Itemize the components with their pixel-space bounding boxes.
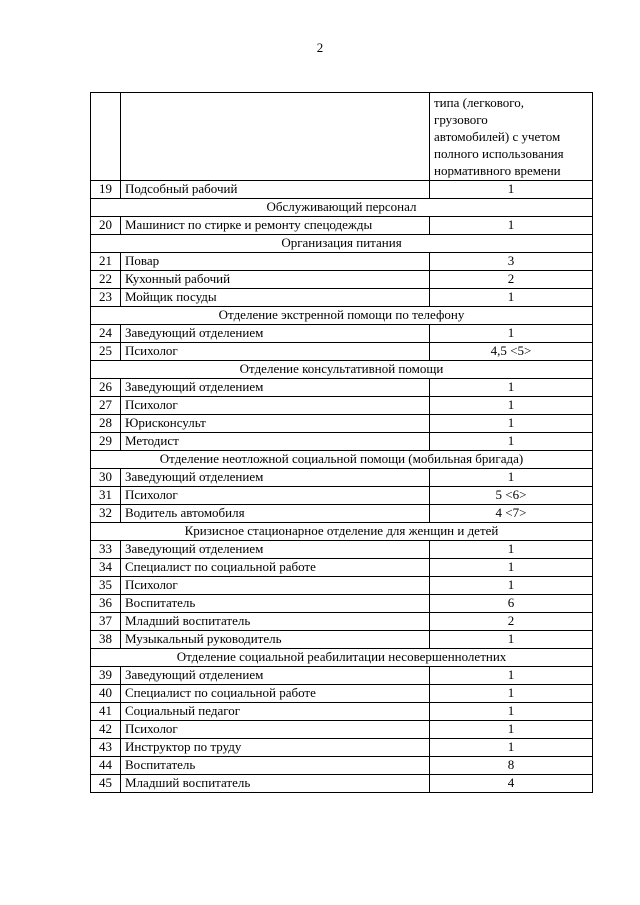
- section-title: Кризисное стационарное отделение для женщин и детей: [91, 523, 593, 541]
- position-name: Повар: [121, 253, 430, 271]
- section-title: Отделение социальной реабилитации несовершеннолетних: [91, 649, 593, 667]
- position-name: Музыкальный руководитель: [121, 631, 430, 649]
- staff-units-value: 4 <7>: [430, 505, 593, 523]
- position-name: Заведующий отделением: [121, 469, 430, 487]
- staff-units-value: 1: [430, 685, 593, 703]
- row-number: 23: [91, 289, 121, 307]
- position-name: Специалист по социальной работе: [121, 685, 430, 703]
- section-title: Организация питания: [91, 235, 593, 253]
- section-row: [91, 307, 593, 325]
- page-number: 2: [316, 40, 324, 55]
- position-name: Специалист по социальной работе: [121, 559, 430, 577]
- staff-units-value: 5 <6>: [430, 487, 593, 505]
- position-name: Младший воспитатель: [121, 775, 430, 793]
- row-number: 44: [91, 757, 121, 775]
- position-name: Юрисконсульт: [121, 415, 430, 433]
- section-title: Отделение неотложной социальной помощи (мобильная бригада): [91, 451, 593, 469]
- row-number: 33: [91, 541, 121, 559]
- position-name: Мойщик посуды: [121, 289, 430, 307]
- table-row: [91, 739, 593, 757]
- table-row: [91, 721, 593, 739]
- row-number: 42: [91, 721, 121, 739]
- section-row: [91, 235, 593, 253]
- row-number: 39: [91, 667, 121, 685]
- position-name: Методист: [121, 433, 430, 451]
- table-row: [91, 181, 593, 199]
- row-number: 41: [91, 703, 121, 721]
- position-name: Психолог: [121, 721, 430, 739]
- row-number: 37: [91, 613, 121, 631]
- staff-units-value: 1: [430, 379, 593, 397]
- position-name: Младший воспитатель: [121, 613, 430, 631]
- staff-table-body: [91, 93, 593, 793]
- table-row: [91, 343, 593, 361]
- section-title: Отделение экстренной помощи по телефону: [91, 307, 593, 325]
- table-row: [91, 253, 593, 271]
- row-number: 32: [91, 505, 121, 523]
- position-name: Психолог: [121, 487, 430, 505]
- row-number: 45: [91, 775, 121, 793]
- row-number: 19: [91, 181, 121, 199]
- position-name: Психолог: [121, 343, 430, 361]
- header-position-cell: [121, 93, 430, 181]
- position-name: Социальный педагог: [121, 703, 430, 721]
- staff-units-value: 1: [430, 397, 593, 415]
- staff-units-value: 1: [430, 631, 593, 649]
- position-name: Психолог: [121, 397, 430, 415]
- position-name: Заведующий отделением: [121, 541, 430, 559]
- table-row: [91, 613, 593, 631]
- staff-units-value: 1: [430, 181, 593, 199]
- row-number: 27: [91, 397, 121, 415]
- section-title: Обслуживающий персонал: [91, 199, 593, 217]
- staff-units-value: 1: [430, 469, 593, 487]
- staff-units-value: 4,5 <5>: [430, 343, 593, 361]
- staff-units-value: 1: [430, 325, 593, 343]
- table-row: [91, 757, 593, 775]
- table-row: [91, 469, 593, 487]
- row-number: 26: [91, 379, 121, 397]
- staff-units-value: 1: [430, 667, 593, 685]
- staff-units-value: 1: [430, 217, 593, 235]
- table-row: [91, 631, 593, 649]
- staff-table: [90, 92, 593, 793]
- position-name: Воспитатель: [121, 757, 430, 775]
- section-row: [91, 199, 593, 217]
- staff-units-value: 2: [430, 613, 593, 631]
- position-name: Заведующий отделением: [121, 325, 430, 343]
- row-number: 38: [91, 631, 121, 649]
- position-name: Воспитатель: [121, 595, 430, 613]
- staff-units-value: 1: [430, 721, 593, 739]
- row-number: 20: [91, 217, 121, 235]
- table-row: [91, 379, 593, 397]
- staff-units-value: 1: [430, 577, 593, 595]
- staff-units-value: 1: [430, 415, 593, 433]
- row-number: 34: [91, 559, 121, 577]
- staff-units-value: 8: [430, 757, 593, 775]
- staff-units-value: 1: [430, 739, 593, 757]
- table-row: [91, 559, 593, 577]
- table-row: [91, 685, 593, 703]
- staff-units-value: 1: [430, 541, 593, 559]
- row-number: 25: [91, 343, 121, 361]
- section-row: [91, 361, 593, 379]
- position-name: Кухонный рабочий: [121, 271, 430, 289]
- table-row: [91, 217, 593, 235]
- row-number: 24: [91, 325, 121, 343]
- section-row: [91, 649, 593, 667]
- staff-units-value: 1: [430, 703, 593, 721]
- table-row: [91, 577, 593, 595]
- position-name: Водитель автомобиля: [121, 505, 430, 523]
- staff-units-value: 2: [430, 271, 593, 289]
- section-title: Отделение консультативной помощи: [91, 361, 593, 379]
- header-value-cell: типа (легкового, грузового автомобилей) с учетом полного использования нормативного времени: [430, 93, 593, 181]
- staff-units-value: 3: [430, 253, 593, 271]
- staff-units-value: 4: [430, 775, 593, 793]
- row-number: 28: [91, 415, 121, 433]
- staff-units-value: 1: [430, 559, 593, 577]
- table-continuation-header-row: [91, 93, 593, 181]
- section-row: [91, 451, 593, 469]
- row-number: 21: [91, 253, 121, 271]
- position-name: Инструктор по труду: [121, 739, 430, 757]
- table-row: [91, 541, 593, 559]
- position-name: Психолог: [121, 577, 430, 595]
- staff-units-value: 1: [430, 433, 593, 451]
- section-row: [91, 523, 593, 541]
- table-row: [91, 775, 593, 793]
- table-row: [91, 505, 593, 523]
- position-name: Заведующий отделением: [121, 379, 430, 397]
- table-row: [91, 595, 593, 613]
- table-row: [91, 667, 593, 685]
- position-name: Заведующий отделением: [121, 667, 430, 685]
- table-row: [91, 487, 593, 505]
- table-row: [91, 433, 593, 451]
- row-number: 43: [91, 739, 121, 757]
- staff-units-value: 6: [430, 595, 593, 613]
- table-row: [91, 397, 593, 415]
- staff-units-value: 1: [430, 289, 593, 307]
- position-name: Машинист по стирке и ремонту спецодежды: [121, 217, 430, 235]
- row-number: 22: [91, 271, 121, 289]
- row-number: 29: [91, 433, 121, 451]
- table-row: [91, 415, 593, 433]
- position-name: Подсобный рабочий: [121, 181, 430, 199]
- row-number: 36: [91, 595, 121, 613]
- table-row: [91, 325, 593, 343]
- row-number: 35: [91, 577, 121, 595]
- header-num-cell: [91, 93, 121, 181]
- table-row: [91, 271, 593, 289]
- row-number: 30: [91, 469, 121, 487]
- row-number: 31: [91, 487, 121, 505]
- table-row: [91, 289, 593, 307]
- table-row: [91, 703, 593, 721]
- row-number: 40: [91, 685, 121, 703]
